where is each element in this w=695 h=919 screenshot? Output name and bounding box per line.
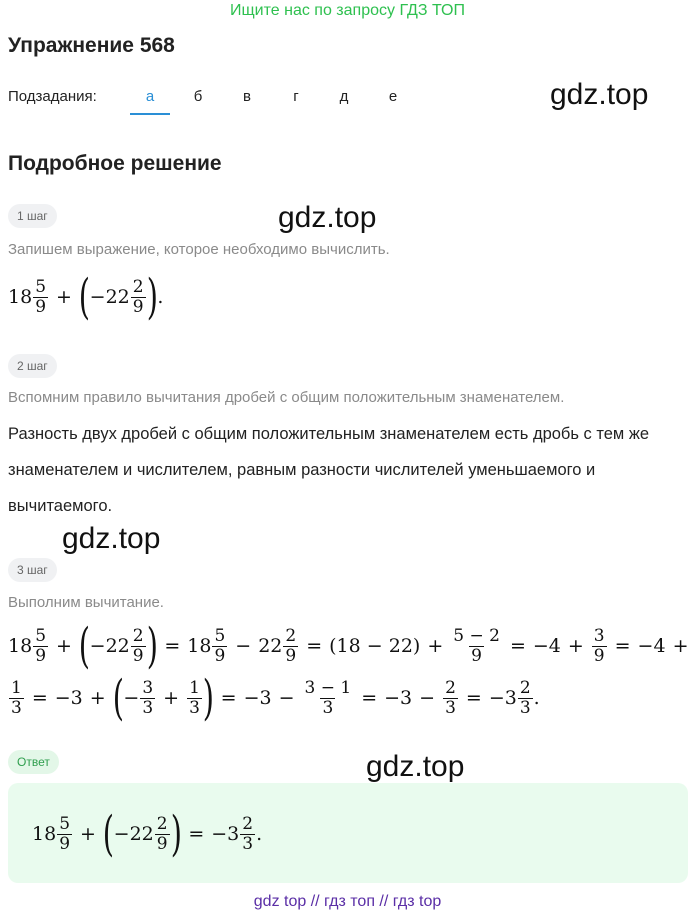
footer-links[interactable]: gdz top // гдз топ // гдз top xyxy=(253,893,442,910)
tab-d[interactable]: д xyxy=(339,88,349,105)
answer-badge: Ответ xyxy=(8,750,59,774)
exercise-title: Упражнение 568 xyxy=(8,34,175,57)
expression-step-1: 18 $\frac{5}{9}$ + ( −22 $\frac{2}{9}$ ) . xyxy=(8,269,164,325)
tab-b[interactable]: б xyxy=(193,88,203,105)
active-tab-indicator xyxy=(130,113,170,115)
step-3-hint: Выполним вычитание. xyxy=(8,594,164,611)
answer-expression: 18 $\frac{5}{9}$ + ( −22 $\frac{2}{9}$ ) = −3 $\frac{2}{3}$ . xyxy=(32,806,263,862)
tab-v[interactable]: в xyxy=(243,88,251,105)
step-2-hint: Вспомним правило вычитания дробей с общим положительным знаменателем. xyxy=(8,389,565,406)
subtasks-label: Подзадания: xyxy=(8,88,97,105)
tab-e[interactable]: е xyxy=(388,88,398,105)
tab-a[interactable]: а xyxy=(145,88,155,105)
step-badge-2: 2 шаг xyxy=(8,354,57,378)
section-title: Подробное решение xyxy=(8,152,222,175)
calculation-line-2: $\frac{1}{3}$ = −3 + ( − $\frac{3}{3}$ + $\frac{1}{3}$ ) = −3 − $\frac{3 - 1}{3}$ = −3 − $\frac{2}{3}$ = −3 $\frac{2}{3}$ . xyxy=(11,670,540,726)
step-1-hint: Запишем выражение, которое необходимо вычислить. xyxy=(8,241,390,258)
step-2-rule-text: Разность двух дробей с общим положительным знаменателем есть дробь с тем же знаменателем и числителем, равным разности числителей уменьшаемого и вычитаемого. xyxy=(8,425,650,515)
step-badge-3: 3 шаг xyxy=(8,558,57,582)
watermark: gdz.top xyxy=(366,750,465,783)
calculation-line-1: 18 $\frac{5}{9}$ + ( −22 $\frac{2}{9}$ ) = 18 $\frac{5}{9}$ − 22 $\frac{2}{9}$ = (18 − 22) + $\frac{5 - 2}{9}$ = −4 + $\frac{3}{9}$ = −4 + xyxy=(8,618,689,674)
watermark: gdz.top xyxy=(550,78,649,111)
top-banner: Ищите нас по запросу ГДЗ ТОП xyxy=(230,2,465,19)
watermark: gdz.top xyxy=(62,522,161,555)
step-badge-1: 1 шаг xyxy=(8,204,57,228)
watermark: gdz.top xyxy=(278,201,377,234)
tab-g[interactable]: г xyxy=(293,88,299,105)
